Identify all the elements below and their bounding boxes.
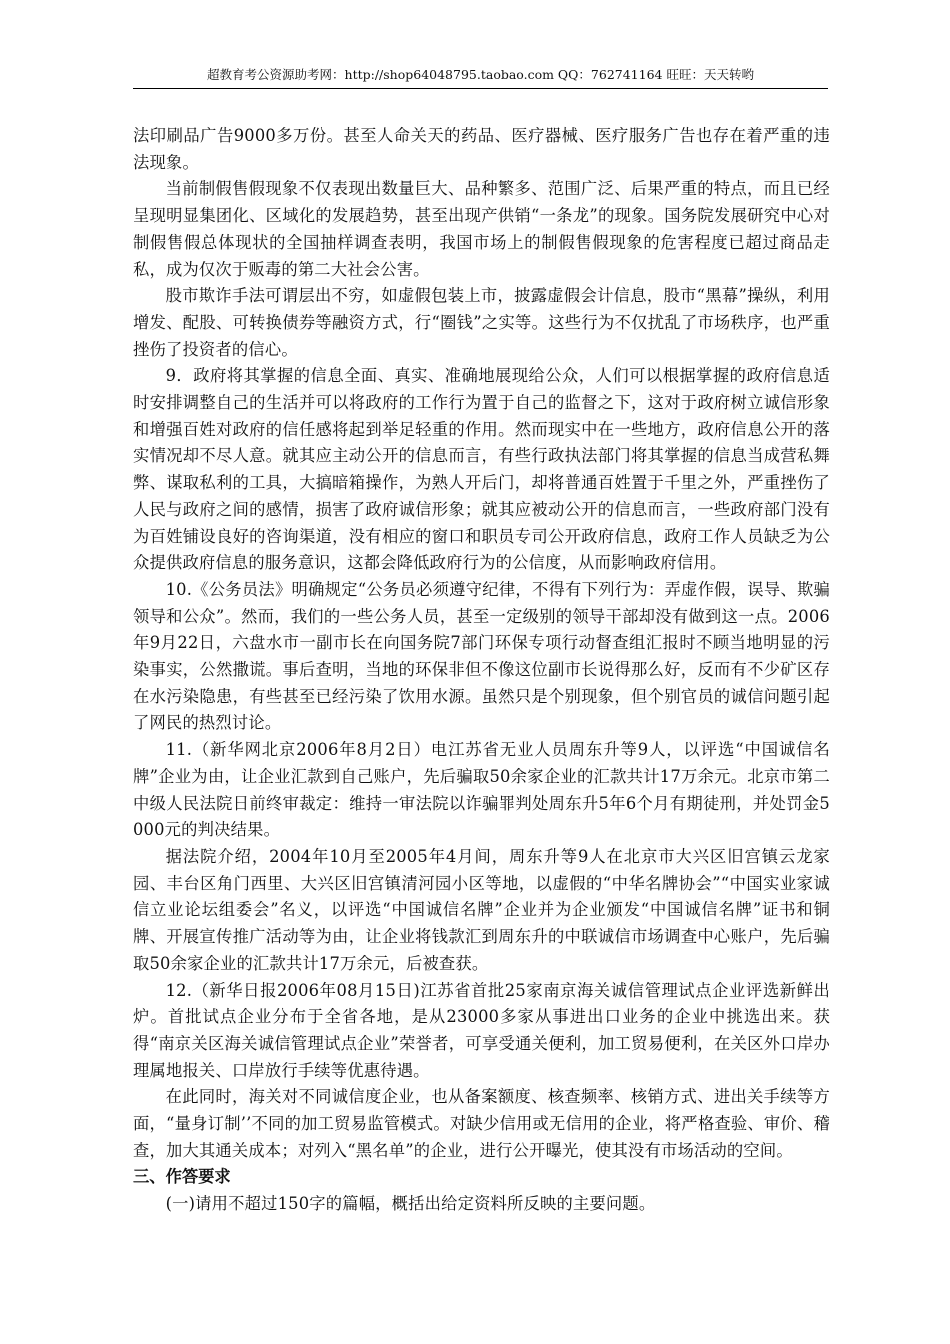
paragraph-item-10: 10.《公务员法》明确规定“公务员必须遵守纪律，不得有下列行为：弄虚作假，误导、欺骗领导和公众”。然而，我们的一些公务人员，甚至一定级别的领导干部却没有做到这一点。2006年9月22日，六盘水市一副市长在向国务院7部门环保专项行动督查组汇报时不顾当地明显的污染事实，公然撒谎。事后查明，当地的环保非但不像这位副市长说得那么好，反而有不少矿区存在水污染隐患，有些甚至已经污染了饮用水源。虽然只是个别现象，但个别官员的诚信问题引起了网民的热烈讨论。 [133, 579, 830, 733]
paragraph-counterfeit: 当前制假售假现象不仅表现出数量巨大、品种繁多、范围广泛、后果严重的特点，而且已经呈现明显集团化、区域化的发展趋势，甚至出现产供销“一条龙”的现象。国务院发展研究中心对制假售假总体现状的全国抽样调查表明，我国市场上的制假售假现象的危害程度已超过商品走私，成为仅次于贩毒的第二大社会公害。 [133, 179, 830, 279]
page-header: 超教育考公资源助考网：http://shop64048795.taobao.com QQ：762741164 旺旺：天天转哟 [207, 67, 754, 82]
header-divider [133, 88, 828, 89]
document-body [133, 123, 847, 1218]
paragraph-stock-fraud: 股市欺诈手法可谓层出不穷，如虚假包装上市，披露虚假会计信息，股市“黑幕”操纵，利用增发、配股、可转换债券等融资方式，行“圈钱”之实等。这些行为不仅扰乱了市场秩序，也严重挫伤了投资者的信心。 [133, 286, 830, 359]
section-heading: 三、作答要求 [133, 1167, 231, 1187]
paragraph-customs: 在此同时，海关对不同诚信度企业，也从备案额度、核查频率、核销方式、进出关手续等方 面，“量身订制’’不同的加工贸易监管模式。对缺少信用或无信用的企业，将严格查验、审价、稽查，加大其通关成本；对列入“黑名单”的企业，进行公开曝光，使其没有市场活动的空间。 [133, 1087, 847, 1160]
paragraph-illegal-ads: 法印刷品广告9000多万份。甚至人命关天的药品、医疗器械、医疗服务广告也存在着严重的违法现象。 [133, 126, 830, 172]
requirement-item: (一)请用不超过150字的篇幅，概括出给定资料所反映的主要问题。 [165, 1194, 656, 1214]
paragraph-item-11: 11.（新华网北京2006年8月2日）电江苏省无业人员周东升等9人，以评选“中国诚信名牌”企业为由，让企业汇款到自己账户，先后骗取50余家企业的汇款共计17万余元。北京市第二中级人民法院日前终审裁定：维持一审法院以诈骗罪判处周东升5年6个月有期徒刑，并处罚金5000元的判决结果。 [133, 740, 830, 840]
paragraph-court-details: 据法院介绍，2004年10月至2005年4月间，周东升等9人在北京市大兴区旧宫镇云龙家园、丰台区角门西里、大兴区旧宫镇清河园小区等地，以虚假的“中华名牌协会”“中国实业家诚信立业论坛组委会”名义，以评选“中国诚信名牌”企业并为企业颁发“中国诚信名牌”证书和铜牌、开展宣传推广活动等为由，让企业将钱款汇到周东升的中联诚信市场调查中心账户，先后骗取50余家企业的汇款共计17万余元，后被查获。 [133, 846, 830, 973]
paragraph-item-9: 9．政府将其掌握的信息全面、真实、准确地展现给公众，人们可以根据掌握的政府信息适时安排调整自己的生活并可以将政府的工作行为置于自己的监督之下，这对于政府树立诚信形象和增强百姓对政府的信任感将起到举足轻重的作用。然而现实中在一些地方，政府信息公开的落实情况却不尽人意。就其应主动公开的信息而言，有些行政执法部门将其掌握的信息当成营私舞弊、谋取私利的工具，大搞暗箱操作，为熟人开后门，却将普通百姓置于千里之外，严重挫伤了人民与政府之间的感情，损害了政府诚信形象；就其应被动公开的信息而言，一些政府部门没有为百姓铺设良好的咨询渠道，没有相应的窗口和职员专司公开政府信息，政府工作人员缺乏为公众提供政府信息的服务意识，这都会降低政府行为的公信度，从而影响政府信用。 [133, 366, 830, 573]
paragraph-item-12: 12.（新华日报2006年08月15日)江苏省首批25家南京海关诚信管理试点企业评选新鲜出炉。首批试点企业分布于全省各地，是从23000多家从事进出口业务的企业中挑选出来。获得“南京关区海关诚信管理试点企业”荣誉者，可享受通关便利，加工贸易便利，在关区外口岸办理属地报关、口岸放行手续等优惠待遇。 [133, 980, 830, 1080]
